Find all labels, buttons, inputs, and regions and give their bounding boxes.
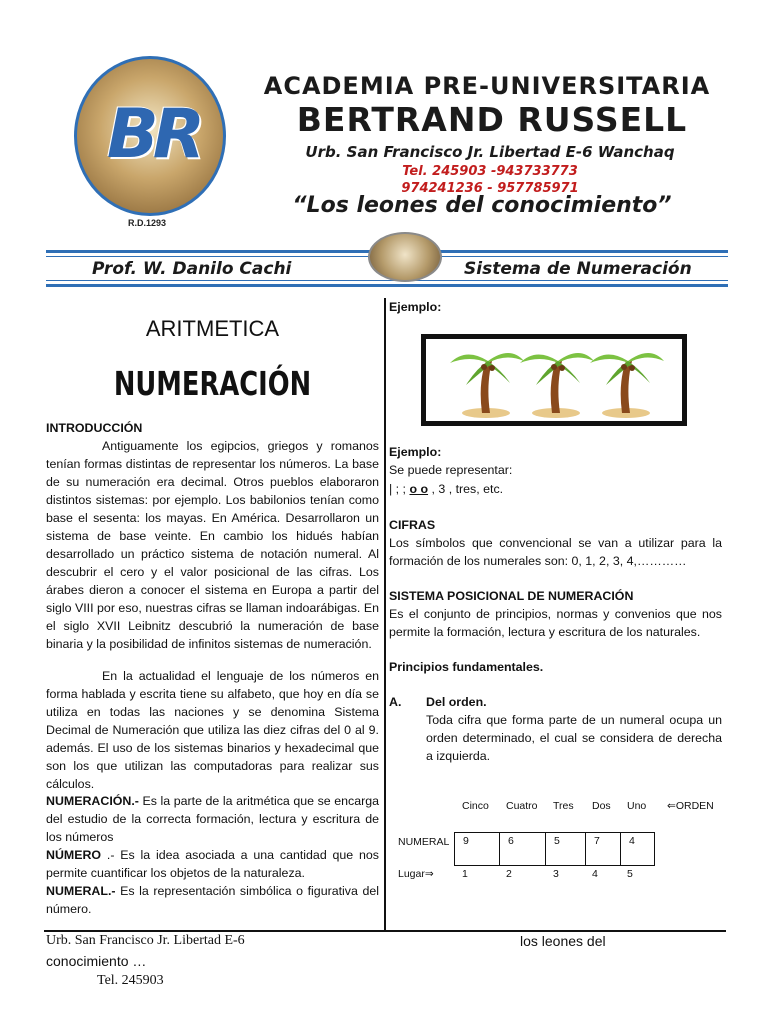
order-axis-text: ORDEN [675,800,714,812]
definition-numeral-text: Es la representación simbólica o figurativa del número. [46,884,379,916]
place-number: 4 [592,868,598,880]
academy-motto: “Los leones del conocimiento” [292,193,672,218]
logo-registration: R.D.1293 [128,218,167,228]
orden-letter: A. [389,695,402,709]
academy-title: ACADEMIA PRE-UNIVERSITARIA [263,72,711,100]
numeral-digit-cell: 9 [454,832,500,866]
arrow-left-icon: ⇐ [667,800,676,812]
place-number: 5 [627,868,633,880]
header-band-bottom-thin-line [46,280,728,281]
order-label-2: Dos [592,800,611,812]
orden-heading: Del orden. [426,695,487,709]
header-band-bottom-line [46,284,728,287]
intro-paragraph-2: En la actualidad el lenguaje de los números en forma hablada y escrita tiene su alfabeto, que hoy en día se utiliza en todas las naciones y se denomina Sistema Decimal de Numeración que utiliza las diez cifras del 0 al 9. además. El uso de los sistemas binarios y hexadecimal que son los que utilizan las computadoras para realizar sus cálculos. [46,669,379,791]
place-number: 3 [553,868,559,880]
page-title: NUMERACIÓN [113,364,312,403]
cifras-heading: CIFRAS [389,518,436,532]
footer-phone: Tel. 245903 [97,973,164,988]
principles-heading: Principios fundamentales. [389,660,544,674]
intro-heading: INTRODUCCIÓN [46,421,143,435]
numeral-digit-cell: 5 [545,832,586,866]
representation-rest: , 3 , tres, etc. [428,482,504,496]
order-label-1: Uno [627,800,647,812]
order-label-3: Tres [553,800,574,812]
footer-motto-fragment: los leones del [520,933,606,949]
example-label-1: Ejemplo: [389,300,442,314]
numeral-digit-cell: 6 [499,832,546,866]
footer-rule [44,930,726,932]
lion-emblem [368,232,442,282]
professor-name: Prof. W. Danilo Cachi [92,259,292,279]
order-axis-label [667,800,714,812]
academy-logo [74,56,226,216]
place-row-label [398,868,434,880]
numeral-digit-cell: 4 [620,832,655,866]
footer-continuation: conocimiento … [46,953,147,969]
intro-paragraph-1: Antiguamente los egipcios, griegos y romanos tenían formas distintas de representar los números. La base de su numeración era decimal. Otros pueblos elaboraron distintos sistemas: por ejemplo. Los babilonios tenían como base el sesenta: los mayas. En América. Desarrollaron un sistema de base veinte. En cambio los hidués habían desarrollado un práctico sistema de notación numeral. Al descubrir el cero y el valor posicional de las cifras. Los árabes dieron a conocer el sistema en Europa a partir del siglo VIII por eso, nuestras cifras se llaman indoarábigas. En el siglo XVII Leibnitz descubrió la numeración de base binaria y la posibilidad de infinitos sistemas de numeración. [46,439,379,651]
definition-numeral [46,882,379,918]
order-label-5: Cinco [462,800,489,812]
representation-bars: | ; ; [389,482,406,496]
academy-phone-2: 974241236 - 957785971 [401,181,579,196]
sistema-heading: SISTEMA POSICIONAL DE NUMERACIÓN [389,589,634,603]
order-label-4: Cuatro [506,800,538,812]
numeral-row-label: NUMERAL [398,836,450,848]
place-row-text: Lugar [398,868,425,880]
palm-tree-icon [520,353,594,418]
footer-address: Urb. San Francisco Jr. Libertad E-6 [46,933,245,948]
palm-trees-figure [421,334,687,426]
orden-text: Toda cifra que forma parte de un numeral ocupa un orden determinado, el cual se considera de derecha a izquierda. [426,713,722,763]
representation-circles: o o [409,482,429,496]
representation-examples [389,480,722,498]
cifras-text: Los símbolos que convencional se van a utilizar para la formación de los numerales son: 0, 1, 2, 3, 4,………… [389,536,722,568]
numeral-digit-cell: 7 [585,832,621,866]
topic-name: Sistema de Numeración [464,259,692,279]
academy-address: Urb. San Francisco Jr. Libertad E-6 Wanchaq [305,143,675,161]
sistema-text: Es el conjunto de principios, normas y convenios que nos permite la formación, lectura y escritura de los naturales. [389,607,722,639]
palm-trees-illustration [426,339,682,421]
academy-name: BERTRAND RUSSELL [296,100,688,139]
column-divider [384,298,386,930]
arrow-right-icon: ⇒ [424,868,434,880]
subject-title: ARITMETICA [145,316,280,341]
definition-numero [46,846,379,882]
palm-tree-icon [590,353,664,418]
place-number: 2 [506,868,512,880]
logo-letters: BR [106,95,200,174]
palm-tree-icon [450,353,524,418]
representation-intro: Se puede representar: [389,463,513,477]
definition-numero-term: NÚMERO [46,848,102,862]
academy-phone-1: Tel. 245903 -943733773 [402,164,578,179]
definition-numeracion [46,792,379,846]
place-number: 1 [462,868,468,880]
example-label-2: Ejemplo: [389,445,442,459]
definition-numeracion-text: Es la parte de la aritmética que se encarga del estudio de la correcta formación, lectura y escritura de los números [46,794,379,844]
definition-numero-text: .- Es la idea asociada a una cantidad que nos permite cuantificar los objetos de la naturaleza. [46,848,379,880]
definition-numeral-term: NUMERAL.- [46,884,116,898]
definition-numeracion-term: NUMERACIÓN.- [46,794,139,808]
